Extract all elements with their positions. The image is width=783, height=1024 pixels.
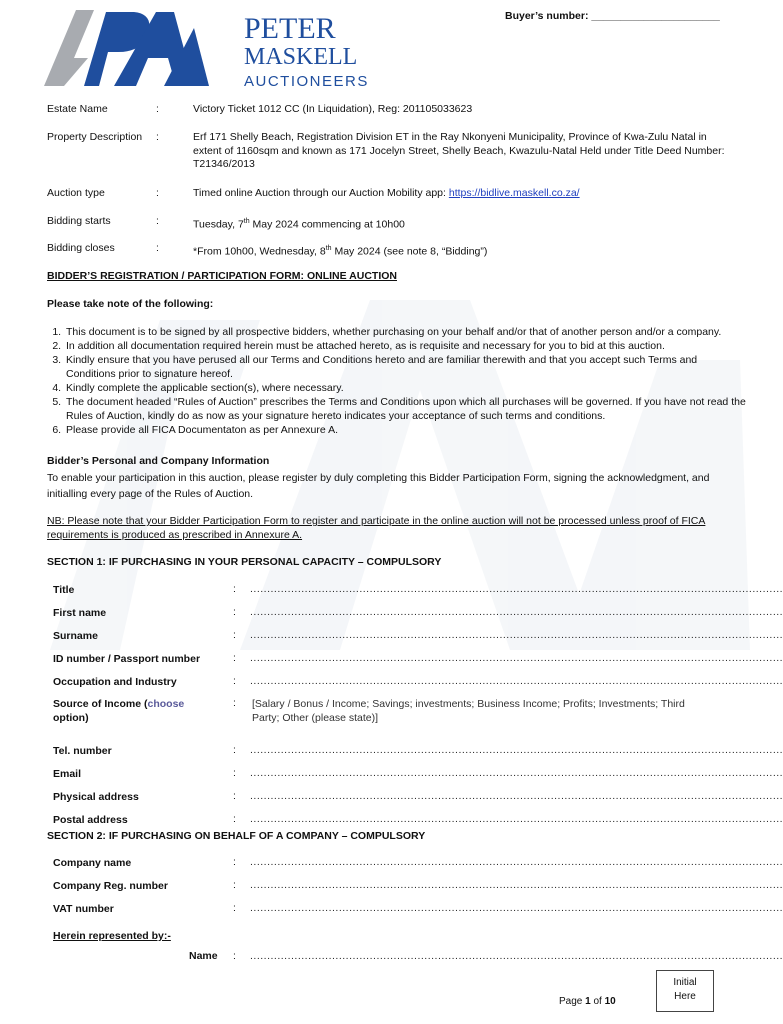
title-field[interactable]: ............................................................................................................................................................ <box>250 583 783 595</box>
source-label-option: option) <box>53 712 89 724</box>
note-item: 5. The document headed “Rules of Auction” prescribes the Terms and Conditions upon which all purchases will be governed. If you have not read the Rules of Auction, kindly do as now as your signature hereto indicates your acceptance of such terms and conditions. <box>64 395 746 423</box>
section1-title: SECTION 1: IF PURCHASING IN YOUR PERSONAL CAPACITY – COMPULSORY <box>47 556 442 568</box>
nb-note <box>47 515 729 542</box>
notes-list <box>47 325 746 437</box>
colon: : <box>233 879 236 891</box>
company-name-label: Company name <box>53 857 132 869</box>
colon: : <box>233 856 236 868</box>
email-field[interactable]: ............................................................................................................................................................ <box>250 767 783 779</box>
vat-number-label: VAT number <box>53 903 114 915</box>
note-item: 3. Kindly ensure that you have perused all our Terms and Conditions hereto and are familiar therewith and that you accept such Terms and Conditions prior to signature hereof. <box>64 353 746 381</box>
represented-by-label: Herein represented by:- <box>53 930 171 942</box>
nb-text-b: unless proof of FICA requirements is produced as prescribed in Annexure A. <box>47 515 706 541</box>
ordinal-suffix: th <box>243 218 250 225</box>
tel-number-field[interactable]: ............................................................................................................................................................ <box>250 744 783 756</box>
logo-grey-stroke <box>44 10 94 86</box>
form-title: BIDDER’S REGISTRATION / PARTICIPATION FORM: ONLINE AUCTION <box>47 270 397 282</box>
colon: : <box>156 215 159 227</box>
colon: : <box>233 902 236 914</box>
initial-line1: Initial <box>673 977 697 988</box>
company-reg-label: Company Reg. number <box>53 880 168 892</box>
logo-line1: PETER <box>244 12 336 45</box>
note-item: 6. Please provide all FICA Documentaton as per Annexure A. <box>64 423 746 437</box>
colon: : <box>156 242 159 254</box>
id-number-field[interactable]: ............................................................................................................................................................ <box>250 652 783 664</box>
surname-field[interactable]: ............................................................................................................................................................ <box>250 629 783 641</box>
bidding-closes-rest: May 2024 (see note 8, “Bidding”) <box>331 245 488 258</box>
nb-text-a: Please note that your Bidder Participation Form to register and participate in the online auction will not be processed <box>64 515 607 527</box>
bidding-starts-value <box>193 215 728 232</box>
note-heading: Please take note of the following: <box>47 298 214 310</box>
bidlive-link[interactable]: https://bidlive.maskell.co.za/ <box>448 187 580 199</box>
colon: : <box>233 629 236 641</box>
postal-address-label: Postal address <box>53 814 128 826</box>
postal-address-field[interactable]: ............................................................................................................................................................ <box>250 813 783 825</box>
initial-line2: Here <box>674 991 696 1002</box>
representative-name-field[interactable]: ............................................................................................................................................................ <box>250 950 783 962</box>
logo-line2: MASKELL <box>244 44 358 70</box>
buyer-number: Buyer’s number: ______________________ <box>505 10 720 22</box>
colon: : <box>233 606 236 618</box>
colon: : <box>233 583 236 595</box>
first-name-field[interactable]: ............................................................................................................................................................ <box>250 606 783 618</box>
colon: : <box>233 813 236 825</box>
auction-type-label: Auction type <box>47 187 105 199</box>
bidding-starts-rest: May 2024 commencing at 10h00 <box>249 218 405 231</box>
bidding-starts-label: Bidding starts <box>47 215 111 227</box>
physical-address-field[interactable]: ............................................................................................................................................................ <box>250 790 783 802</box>
page-of: of <box>590 996 605 1007</box>
tel-number-label: Tel. number <box>53 745 112 757</box>
occupation-label: Occupation and Industry <box>53 676 177 688</box>
colon: : <box>233 652 236 664</box>
estate-name-label: Estate Name <box>47 103 108 115</box>
auction-type-text: Timed online Auction through our Auction Mobility app: <box>193 187 449 199</box>
page-number <box>559 996 616 1007</box>
info-text: To enable your participation in this auction, please register by duly completing this Bidder Participation Form, signing the acknowledgment, and initialling every page of the Rules of Auction. <box>47 472 710 500</box>
peter-maskell-logo <box>44 8 369 90</box>
id-number-label: ID number / Passport number <box>53 653 201 665</box>
page-total: 10 <box>604 996 616 1007</box>
colon: : <box>156 187 159 199</box>
nb-label: NB: <box>47 515 65 527</box>
bidding-closes-value <box>193 242 728 259</box>
logo-line3: AUCTIONEERS <box>244 73 369 90</box>
property-description-label: Property Description <box>47 131 143 143</box>
colon: : <box>233 790 236 802</box>
name-label: Name <box>189 950 218 962</box>
title-label: Title <box>53 584 75 596</box>
source-of-income-label <box>53 697 223 725</box>
section2-title: SECTION 2: IF PURCHASING ON BEHALF OF A COMPANY – COMPULSORY <box>47 830 426 842</box>
physical-address-label: Physical address <box>53 791 139 803</box>
estate-name-value: Victory Ticket 1012 CC (In Liquidation), Reg: 201105033623 <box>193 103 473 115</box>
auction-type-value <box>193 187 728 201</box>
colon: : <box>156 131 159 143</box>
colon: : <box>233 697 236 709</box>
colon: : <box>233 767 236 779</box>
occupation-field[interactable]: ............................................................................................................................................................ <box>250 675 783 687</box>
logo-monogram: PMA <box>44 8 47 9</box>
note-item: 2. In addition all documentation required herein must be attached hereto, as is requisite and necessary for you to bid at this auction. <box>64 339 746 353</box>
info-heading: Bidder’s Personal and Company Information <box>47 455 270 467</box>
colon: : <box>233 744 236 756</box>
email-label: Email <box>53 768 82 780</box>
company-reg-field[interactable]: ............................................................................................................................................................ <box>250 879 783 891</box>
page-prefix: Page <box>559 996 586 1007</box>
colon: : <box>233 950 236 962</box>
initial-here-box[interactable] <box>656 970 714 1012</box>
first-name-label: First name <box>53 607 107 619</box>
note-item: 4. Kindly complete the applicable section(s), where necessary. <box>64 381 746 395</box>
surname-label: Surname <box>53 630 98 642</box>
bidding-closes-date: *From 10h00, Wednesday, 8 <box>193 245 326 258</box>
source-of-income-options[interactable]: [Salary / Bonus / Income; Savings; investments; Business Income; Profits; Investments; Third Party; Other (please state)] <box>252 698 685 724</box>
colon: : <box>233 675 236 687</box>
ordinal-suffix: th <box>325 245 332 252</box>
colon: : <box>156 103 159 115</box>
source-label-choose: choose <box>147 698 185 710</box>
source-label-part: Source of Income ( <box>53 698 148 710</box>
vat-number-field[interactable]: ............................................................................................................................................................ <box>250 902 783 914</box>
company-name-field[interactable]: ............................................................................................................................................................ <box>250 856 783 868</box>
property-description-value: Erf 171 Shelly Beach, Registration Division ET in the Ray Nkonyeni Municipality, Province of Kwa-Zulu Natal in extent of 1160sqm and known as 171 Jocelyn Street, Shelly Beach, Kwazulu-Natal Held under Title Deed Number: T21346/2013 <box>193 131 725 170</box>
bidding-starts-date: Tuesday, 7 <box>193 218 244 231</box>
bidding-closes-label: Bidding closes <box>47 242 115 254</box>
page-current: 1 <box>585 996 591 1007</box>
note-item: 1. This document is to be signed by all prospective bidders, whether purchasing on your behalf and/or that of another person and/or a company. <box>64 325 746 339</box>
